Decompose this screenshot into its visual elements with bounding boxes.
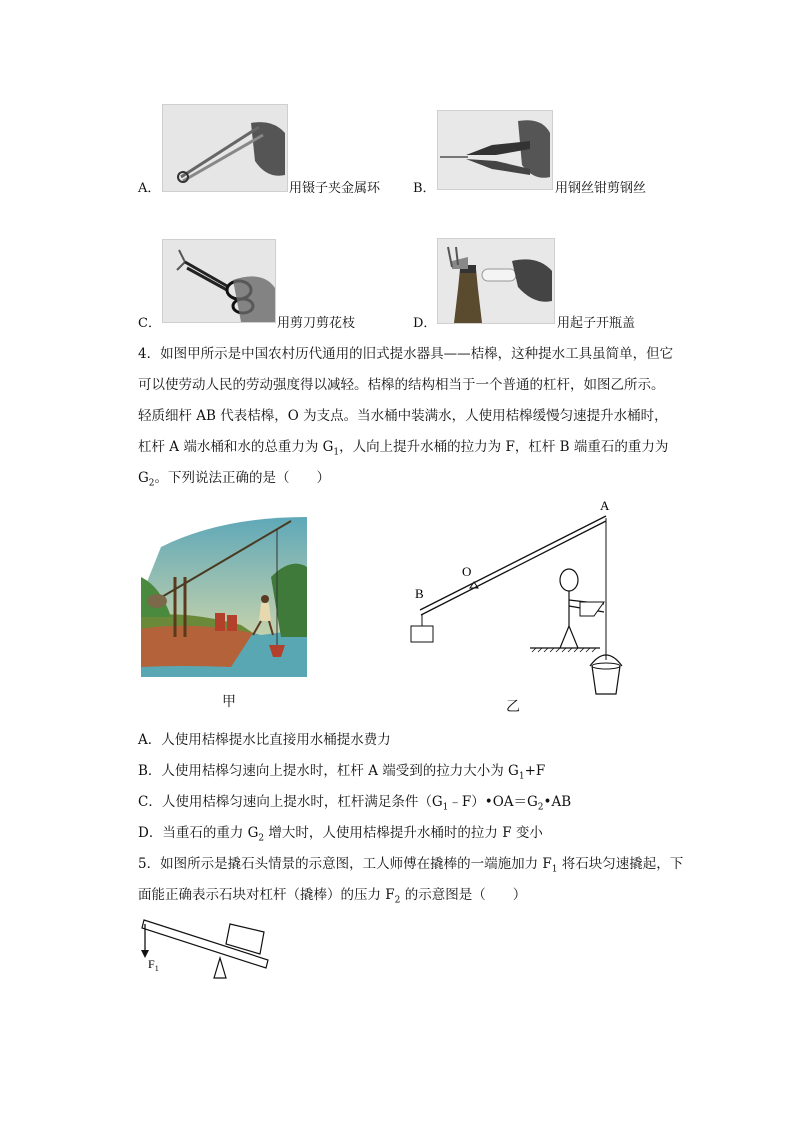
option-a-caption: 用镊子夹金属环 xyxy=(289,181,381,196)
option-b-letter: B． xyxy=(413,181,436,196)
q4-line-5: $G_2$。下列说法正确的是（ ） xyxy=(138,470,331,489)
q4-option-d: D．当重石的重力 $G_2$ 增大时，人使用桔槔提升水桶时的拉力 F 变小 xyxy=(138,825,543,844)
figure-yi-caption: 乙 xyxy=(506,699,520,715)
label-o: O xyxy=(462,564,472,579)
tweezers-photo xyxy=(162,104,288,192)
figure-jia-caption: 甲 xyxy=(222,694,236,710)
q4-line-1: 4．如图甲所示是中国农村历代通用的旧式提水器具——桔槔，这种提水工具虽简单，但它 xyxy=(138,346,674,362)
q4-line-4: 杠杆 A 端水桶和水的总重力为 $G_1$，人向上提升水桶的拉力为 F，杠杆 B 端重石的重力为 xyxy=(138,439,669,458)
option-c-letter: C． xyxy=(138,316,161,331)
q4-option-c: C．人使用桔槔匀速向上提水时，杠杆满足条件$(G_1﹣F)•OA=G_2•AB$ xyxy=(138,794,572,813)
q4-line-2: 可以使劳动人民的劳动强度得以减轻。桔槔的结构相当于一个普通的杠杆，如图乙所示。 xyxy=(138,377,665,393)
crowbar-diagram xyxy=(136,910,276,984)
option-c-caption: 用剪刀剪花枝 xyxy=(277,316,356,331)
bottle-opener-photo xyxy=(437,238,555,324)
option-d-letter: D． xyxy=(413,316,437,331)
option-a-letter: A． xyxy=(138,181,161,196)
q5-line-2: 面能正确表示石块对杠杆（撬棒）的压力 $F_2$ 的示意图是（ ） xyxy=(138,887,527,906)
lever-diagram xyxy=(400,494,640,714)
label-a: A xyxy=(600,498,610,513)
q5-line-1: 5．如图所示是撬石头情景的示意图，工人师傅在撬棒的一端施加力 $F_1$ 将石块匀速撬起，下 xyxy=(138,856,684,875)
option-b-caption: 用钢丝钳剪钢丝 xyxy=(555,181,647,196)
label-b: B xyxy=(415,586,424,601)
option-d-caption: 用起子开瓶盖 xyxy=(557,316,636,331)
q4-line-3: 轻质细杆 AB 代表桔槔，O 为支点。当水桶中装满水，人使用桔槔缓慢匀速提升水桶时， xyxy=(138,408,668,424)
jiegao-illustration xyxy=(141,517,307,677)
q4-option-a: A．人使用桔槔提水比直接用水桶提水费力 xyxy=(138,732,391,748)
scissors-photo xyxy=(162,239,276,323)
pliers-photo xyxy=(437,110,553,190)
label-f1: $F_1$ xyxy=(148,957,159,973)
q4-option-b: B．人使用桔槔匀速向上提水时，杠杆 A 端受到的拉力大小为 $G_1+F$ xyxy=(138,763,546,782)
